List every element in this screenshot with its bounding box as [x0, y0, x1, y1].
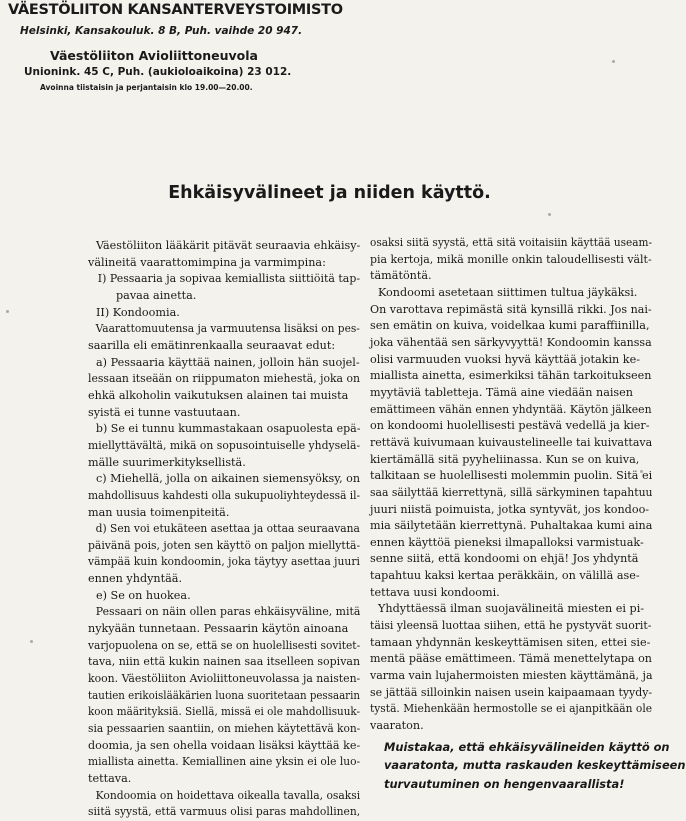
text-line: kiertämällä sitä pyyheliinassa. Kun se on kuiva,: [370, 452, 640, 466]
text-line: miallista ainetta, esimerkiksi tähän tarkoitukseen: [370, 369, 652, 383]
text-line: syistä ei tunne vastuutaan.: [88, 405, 241, 419]
text-line: olisi varmuuden vuoksi hyvä käyttää jotakin ke-: [370, 352, 640, 366]
text-line: e) Se on huokea.: [96, 588, 191, 602]
text-line: on kondoomi huolellisesti pestävä vedellä ja kier-: [370, 419, 650, 433]
paper-speck: [640, 470, 643, 473]
text-line: I) Pessaaria ja sopivaa kemiallista siittiöitä tap-: [97, 272, 361, 286]
text-line: doomia, ja sen ohella voidaan lisäksi käyttää ke-: [88, 738, 361, 752]
text-line: Pessaari on näin ollen paras ehkäisyväline, mitä: [95, 605, 361, 619]
text-line: Väestöliiton lääkärit pitävät seuraavia ehkäisy-: [95, 239, 361, 252]
text-line: koon. Väestöliiton Avioliittoneuvolassa ja naisten-: [88, 672, 361, 686]
paper-speck: [6, 310, 9, 313]
text-line: miallista ainetta. Kemiallinen aine yksin ei ole luo-: [88, 755, 361, 769]
text-line: ennen käyttöä pieneksi ilmapalloksi varmistuak-: [370, 535, 644, 549]
text-line: rettävä kuivumaan kuivaustelineelle tai kuivattava: [370, 435, 653, 449]
text-line: joka vähentää sen särkyvyyttä! Kondoomin kanssa: [370, 335, 652, 349]
text-line: lessaan itseään on riippumaton miehestä, joka on: [88, 372, 360, 386]
text-line: emättimeen vähän ennen yhdyntää. Käytön jälkeen: [370, 402, 652, 416]
paper-speck: [612, 60, 615, 63]
text-line: tettava uusi kondoomi.: [370, 585, 500, 599]
paper-speck: [548, 213, 551, 216]
text-line: ehkä alkoholin vaikutuksen alainen tai muista: [88, 388, 349, 402]
text-line: ennen yhdyntää.: [88, 572, 183, 586]
text-line: On varottava repimästä sitä kynsillä rikki. Jos nai-: [370, 302, 652, 316]
text-line: välineitä vaarattomimpina ja varmimpina:: [88, 255, 326, 269]
closing-warning: [384, 738, 686, 793]
text-line: varma vain lujahermoisten miesten käyttämänä, ja: [370, 669, 653, 683]
text-line: Kondoomia on hoidettava oikealla tavalla, osaksi: [95, 788, 361, 802]
text-line: saa säilyttää kierrettynä, sillä särkyminen tapahtuu: [370, 485, 653, 499]
text-line: vaaraton.: [370, 719, 424, 733]
text-line: täisi yleensä luottaa siihen, että he pystyvät suorit-: [370, 619, 652, 633]
text-line: tautien erikoislääkärien luona suoritetaan pessaarin: [88, 688, 360, 702]
text-line: miellyttävältä, mikä on sopusointuiselle yhdyselä-: [88, 438, 361, 452]
text-line: varjopuolena on se, että se on huolellisesti sovitet-: [88, 638, 361, 652]
clinic-address: Unionink. 45 C, Puh. (aukioloaikoina) 23 012.: [24, 66, 292, 78]
text-line: tamaan yhdynnän keskeyttämisen siten, ettei sie-: [370, 635, 651, 649]
text-line: osaksi siitä syystä, että sitä voitaisiin käyttää useam-: [370, 236, 653, 249]
right-column: [370, 235, 652, 735]
left-column: [88, 238, 360, 821]
text-line: talkitaan se huolellisesti molemmin puolin. Sitä ei: [370, 469, 653, 483]
text-line: mia säilytetään kierrettynä. Puhaltakaa kumi aina: [370, 519, 653, 533]
document-title: Ehkäisyvälineet ja niiden käyttö.: [168, 183, 491, 203]
text-line: sen emätin on kuiva, voidelkaa kumi paraffiinilla,: [370, 319, 650, 333]
text-line: sia pessaarien saantiin, on miehen käytettävä kon-: [88, 722, 361, 736]
text-line: Kondoomi asetetaan siittimen tultua jäykäksi.: [378, 285, 638, 299]
opening-hours: Avoinna tiistaisin ja perjantaisin klo 19.00—20.00.: [40, 83, 253, 92]
paper-speck: [30, 640, 33, 643]
text-line: II) Kondoomia.: [96, 305, 180, 319]
text-line: c) Miehellä, jolla on aikainen siemensyöksy, on: [95, 472, 361, 486]
clinic-name: Väestöliiton Avioliittoneuvola: [50, 48, 258, 63]
text-line: tapahtuu kaksi kertaa peräkkäin, on välillä ase-: [370, 569, 640, 583]
text-line: tystä. Miehenkään hermostolle se ei ajanpitkään ole: [370, 702, 653, 716]
text-line: Yhdyttäessä ilman suojavälineitä miesten ei pi-: [378, 602, 645, 616]
text-line: siitä syystä, että varmuus olisi paras mahdollinen,: [88, 805, 361, 819]
text-line: senne siitä, että kondoomi on ehjä! Jos yhdyntä: [370, 552, 639, 566]
text-line: mälle suurimerkityksellistä.: [88, 455, 246, 469]
text-line: tämätöntä.: [370, 269, 432, 283]
warning-line: Muistakaa, että ehkäisyvälineiden käyttö on: [384, 740, 670, 754]
text-line: nykyään tunnetaan. Pessaarin käytön ainoana: [88, 622, 349, 636]
text-line: mahdollisuus kahdesti olla sukupuoliyhteydessä il-: [88, 488, 361, 502]
text-line: man uusia toimenpiteitä.: [88, 505, 230, 519]
text-line: myytäviä tabletteja. Tämä aine viedään naisen: [370, 385, 634, 399]
text-line: tava, niin että kukin nainen saa itselleen sopivan: [88, 655, 361, 669]
text-line: d) Sen voi etukäteen asettaa ja ottaa seuraavana: [95, 522, 360, 536]
text-line: pavaa ainetta.: [116, 288, 197, 302]
text-line: a) Pessaaria käyttää nainen, jolloin hän suojel-: [96, 355, 360, 369]
text-line: vämpää kuin kondoomin, joka täytyy asettaa juuri: [88, 555, 360, 569]
organization-address: Helsinki, Kansakouluk. 8 B, Puh. vaihde 20 947.: [20, 25, 303, 37]
text-line: saarilla eli emätinrenkaalla seuraavat edut:: [88, 338, 336, 352]
text-line: päivänä pois, joten sen käyttö on paljon miellyttä-: [88, 538, 361, 552]
text-line: Vaarattomuutensa ja varmuutensa lisäksi on pes-: [95, 322, 360, 336]
text-line: tettava.: [88, 772, 132, 785]
text-line: se jättää silloinkin naisen usein kaipaamaan tyydy-: [370, 685, 653, 699]
text-line: b) Se ei tunnu kummastakaan osapuolesta epä-: [95, 422, 361, 436]
text-line: pia kertoja, mikä monille onkin taloudellisesti vält-: [370, 252, 652, 266]
text-line: juuri niistä poimuista, jotka syntyvät, jos kondoo-: [370, 502, 650, 516]
warning-line: vaaratonta, mutta raskauden keskeyttämiseen: [384, 758, 686, 773]
organization-name: VÄESTÖLIITON KANSANTERVEYSTOIMISTO: [8, 2, 343, 18]
text-line: mentä pääse emättimeen. Tämä menettelytapa on: [370, 652, 652, 666]
text-line: koon määrityksiä. Siellä, missä ei ole mahdollisuuk-: [88, 705, 361, 719]
warning-line: turvautuminen on hengenvaarallista!: [384, 776, 625, 791]
